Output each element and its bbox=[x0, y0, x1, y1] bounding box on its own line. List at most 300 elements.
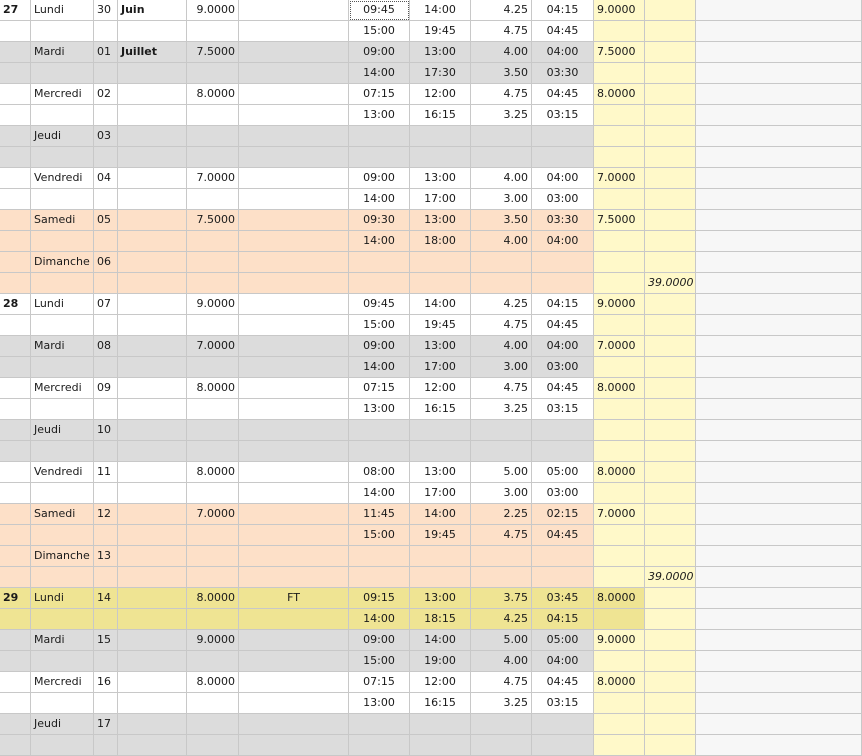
daily-total-cell[interactable]: 8.0000 bbox=[594, 84, 645, 105]
month-cell[interactable] bbox=[118, 735, 187, 756]
start-time-cell[interactable] bbox=[349, 546, 410, 567]
end-time-cell[interactable]: 14:00 bbox=[410, 630, 471, 651]
note-cell[interactable] bbox=[239, 315, 349, 336]
day-name-cell[interactable]: Samedi bbox=[31, 504, 94, 525]
duration-decimal-cell[interactable]: 4.25 bbox=[471, 609, 532, 630]
daily-total-cell[interactable] bbox=[594, 735, 645, 756]
empty-cell[interactable] bbox=[696, 168, 862, 189]
end-time-cell[interactable]: 14:00 bbox=[410, 504, 471, 525]
note-cell[interactable] bbox=[239, 63, 349, 84]
duration-hhmm-cell[interactable] bbox=[532, 126, 594, 147]
end-time-cell[interactable] bbox=[410, 567, 471, 588]
start-time-cell[interactable]: 09:15 bbox=[349, 588, 410, 609]
planned-hours-cell[interactable] bbox=[187, 609, 239, 630]
daily-total-cell[interactable]: 7.0000 bbox=[594, 504, 645, 525]
planned-hours-cell[interactable] bbox=[187, 126, 239, 147]
end-time-cell[interactable]: 13:00 bbox=[410, 462, 471, 483]
week-number-cell[interactable] bbox=[0, 357, 31, 378]
day-name-cell[interactable]: Mercredi bbox=[31, 378, 94, 399]
start-time-cell[interactable] bbox=[349, 441, 410, 462]
start-time-cell[interactable]: 13:00 bbox=[349, 105, 410, 126]
planned-hours-cell[interactable]: 9.0000 bbox=[187, 0, 239, 21]
end-time-cell[interactable]: 19:00 bbox=[410, 651, 471, 672]
day-name-cell[interactable]: Jeudi bbox=[31, 420, 94, 441]
daily-total-cell[interactable] bbox=[594, 252, 645, 273]
weekly-total-cell[interactable] bbox=[645, 63, 696, 84]
day-date-cell[interactable]: 30 bbox=[94, 0, 118, 21]
month-cell[interactable] bbox=[118, 630, 187, 651]
week-number-cell[interactable] bbox=[0, 630, 31, 651]
duration-hhmm-cell[interactable] bbox=[532, 546, 594, 567]
weekly-total-cell[interactable] bbox=[645, 21, 696, 42]
weekly-total-cell[interactable] bbox=[645, 483, 696, 504]
day-date-cell[interactable] bbox=[94, 525, 118, 546]
duration-hhmm-cell[interactable] bbox=[532, 714, 594, 735]
weekly-total-cell[interactable] bbox=[645, 126, 696, 147]
note-cell[interactable] bbox=[239, 504, 349, 525]
day-date-cell[interactable]: 05 bbox=[94, 210, 118, 231]
daily-total-cell[interactable]: 9.0000 bbox=[594, 630, 645, 651]
note-cell[interactable] bbox=[239, 189, 349, 210]
duration-decimal-cell[interactable]: 3.00 bbox=[471, 189, 532, 210]
start-time-cell[interactable]: 15:00 bbox=[349, 525, 410, 546]
empty-cell[interactable] bbox=[696, 609, 862, 630]
weekly-total-cell[interactable] bbox=[645, 294, 696, 315]
planned-hours-cell[interactable]: 8.0000 bbox=[187, 378, 239, 399]
day-name-cell[interactable]: Jeudi bbox=[31, 126, 94, 147]
duration-hhmm-cell[interactable]: 03:00 bbox=[532, 483, 594, 504]
end-time-cell[interactable]: 12:00 bbox=[410, 84, 471, 105]
end-time-cell[interactable]: 12:00 bbox=[410, 378, 471, 399]
end-time-cell[interactable] bbox=[410, 441, 471, 462]
duration-decimal-cell[interactable] bbox=[471, 546, 532, 567]
end-time-cell[interactable]: 16:15 bbox=[410, 399, 471, 420]
start-time-cell[interactable]: 14:00 bbox=[349, 609, 410, 630]
weekly-total-cell[interactable] bbox=[645, 714, 696, 735]
start-time-cell[interactable]: 09:00 bbox=[349, 168, 410, 189]
start-time-cell[interactable]: 14:00 bbox=[349, 63, 410, 84]
note-cell[interactable] bbox=[239, 210, 349, 231]
planned-hours-cell[interactable]: 8.0000 bbox=[187, 84, 239, 105]
month-cell[interactable] bbox=[118, 315, 187, 336]
note-cell[interactable] bbox=[239, 105, 349, 126]
day-name-cell[interactable] bbox=[31, 315, 94, 336]
day-name-cell[interactable]: Samedi bbox=[31, 210, 94, 231]
week-number-cell[interactable] bbox=[0, 735, 31, 756]
empty-cell[interactable] bbox=[696, 147, 862, 168]
end-time-cell[interactable]: 17:00 bbox=[410, 189, 471, 210]
note-cell[interactable] bbox=[239, 378, 349, 399]
day-date-cell[interactable]: 17 bbox=[94, 714, 118, 735]
note-cell[interactable] bbox=[239, 42, 349, 63]
end-time-cell[interactable]: 13:00 bbox=[410, 588, 471, 609]
daily-total-cell[interactable]: 7.5000 bbox=[594, 42, 645, 63]
planned-hours-cell[interactable] bbox=[187, 252, 239, 273]
planned-hours-cell[interactable] bbox=[187, 420, 239, 441]
empty-cell[interactable] bbox=[696, 441, 862, 462]
weekly-total-cell[interactable] bbox=[645, 42, 696, 63]
planned-hours-cell[interactable] bbox=[187, 525, 239, 546]
weekly-total-cell[interactable] bbox=[645, 525, 696, 546]
planned-hours-cell[interactable] bbox=[187, 567, 239, 588]
day-name-cell[interactable] bbox=[31, 609, 94, 630]
empty-cell[interactable] bbox=[696, 693, 862, 714]
start-time-cell[interactable]: 09:00 bbox=[349, 630, 410, 651]
daily-total-cell[interactable]: 7.0000 bbox=[594, 336, 645, 357]
planned-hours-cell[interactable]: 7.5000 bbox=[187, 210, 239, 231]
duration-hhmm-cell[interactable] bbox=[532, 735, 594, 756]
week-number-cell[interactable] bbox=[0, 105, 31, 126]
day-date-cell[interactable] bbox=[94, 63, 118, 84]
week-number-cell[interactable] bbox=[0, 168, 31, 189]
week-number-cell[interactable] bbox=[0, 693, 31, 714]
day-name-cell[interactable] bbox=[31, 105, 94, 126]
end-time-cell[interactable] bbox=[410, 252, 471, 273]
planned-hours-cell[interactable] bbox=[187, 357, 239, 378]
day-date-cell[interactable] bbox=[94, 735, 118, 756]
planned-hours-cell[interactable] bbox=[187, 273, 239, 294]
empty-cell[interactable] bbox=[696, 420, 862, 441]
end-time-cell[interactable]: 12:00 bbox=[410, 672, 471, 693]
daily-total-cell[interactable]: 9.0000 bbox=[594, 294, 645, 315]
end-time-cell[interactable]: 13:00 bbox=[410, 336, 471, 357]
day-name-cell[interactable] bbox=[31, 63, 94, 84]
week-number-cell[interactable] bbox=[0, 483, 31, 504]
end-time-cell[interactable]: 19:45 bbox=[410, 315, 471, 336]
month-cell[interactable] bbox=[118, 714, 187, 735]
week-number-cell[interactable] bbox=[0, 714, 31, 735]
week-number-cell[interactable] bbox=[0, 420, 31, 441]
month-cell[interactable]: Juillet bbox=[118, 42, 187, 63]
end-time-cell[interactable]: 18:15 bbox=[410, 609, 471, 630]
day-name-cell[interactable]: Mardi bbox=[31, 630, 94, 651]
week-number-cell[interactable] bbox=[0, 609, 31, 630]
empty-cell[interactable] bbox=[696, 546, 862, 567]
day-date-cell[interactable] bbox=[94, 609, 118, 630]
end-time-cell[interactable]: 14:00 bbox=[410, 0, 471, 21]
duration-decimal-cell[interactable] bbox=[471, 567, 532, 588]
weekly-total-cell[interactable] bbox=[645, 420, 696, 441]
end-time-cell[interactable] bbox=[410, 273, 471, 294]
empty-cell[interactable] bbox=[696, 504, 862, 525]
month-cell[interactable] bbox=[118, 105, 187, 126]
empty-cell[interactable] bbox=[696, 21, 862, 42]
start-time-cell[interactable]: 14:00 bbox=[349, 483, 410, 504]
empty-cell[interactable] bbox=[696, 336, 862, 357]
empty-cell[interactable] bbox=[696, 273, 862, 294]
planned-hours-cell[interactable]: 9.0000 bbox=[187, 630, 239, 651]
daily-total-cell[interactable] bbox=[594, 609, 645, 630]
empty-cell[interactable] bbox=[696, 714, 862, 735]
daily-total-cell[interactable] bbox=[594, 399, 645, 420]
daily-total-cell[interactable] bbox=[594, 651, 645, 672]
end-time-cell[interactable]: 13:00 bbox=[410, 168, 471, 189]
month-cell[interactable] bbox=[118, 294, 187, 315]
day-name-cell[interactable]: Dimanche bbox=[31, 252, 94, 273]
note-cell[interactable] bbox=[239, 21, 349, 42]
day-date-cell[interactable] bbox=[94, 105, 118, 126]
daily-total-cell[interactable] bbox=[594, 546, 645, 567]
month-cell[interactable] bbox=[118, 483, 187, 504]
duration-decimal-cell[interactable]: 5.00 bbox=[471, 630, 532, 651]
duration-decimal-cell[interactable]: 3.25 bbox=[471, 399, 532, 420]
planned-hours-cell[interactable] bbox=[187, 21, 239, 42]
duration-decimal-cell[interactable]: 4.75 bbox=[471, 315, 532, 336]
start-time-cell[interactable] bbox=[349, 252, 410, 273]
weekly-total-cell[interactable] bbox=[645, 441, 696, 462]
empty-cell[interactable] bbox=[696, 735, 862, 756]
daily-total-cell[interactable] bbox=[594, 714, 645, 735]
month-cell[interactable] bbox=[118, 693, 187, 714]
month-cell[interactable] bbox=[118, 168, 187, 189]
daily-total-cell[interactable] bbox=[594, 126, 645, 147]
duration-hhmm-cell[interactable]: 03:00 bbox=[532, 357, 594, 378]
duration-hhmm-cell[interactable]: 04:15 bbox=[532, 0, 594, 21]
week-number-cell[interactable] bbox=[0, 546, 31, 567]
weekly-total-cell[interactable] bbox=[645, 588, 696, 609]
day-date-cell[interactable] bbox=[94, 399, 118, 420]
start-time-cell[interactable]: 15:00 bbox=[349, 21, 410, 42]
duration-decimal-cell[interactable] bbox=[471, 714, 532, 735]
month-cell[interactable] bbox=[118, 126, 187, 147]
daily-total-cell[interactable]: 8.0000 bbox=[594, 462, 645, 483]
day-date-cell[interactable] bbox=[94, 651, 118, 672]
duration-decimal-cell[interactable]: 4.25 bbox=[471, 0, 532, 21]
duration-decimal-cell[interactable] bbox=[471, 273, 532, 294]
month-cell[interactable] bbox=[118, 441, 187, 462]
day-name-cell[interactable] bbox=[31, 525, 94, 546]
note-cell[interactable] bbox=[239, 0, 349, 21]
week-number-cell[interactable]: 28 bbox=[0, 294, 31, 315]
planned-hours-cell[interactable] bbox=[187, 546, 239, 567]
daily-total-cell[interactable] bbox=[594, 231, 645, 252]
start-time-cell[interactable]: 14:00 bbox=[349, 357, 410, 378]
day-date-cell[interactable] bbox=[94, 567, 118, 588]
duration-hhmm-cell[interactable]: 04:45 bbox=[532, 378, 594, 399]
note-cell[interactable] bbox=[239, 357, 349, 378]
week-number-cell[interactable] bbox=[0, 672, 31, 693]
end-time-cell[interactable]: 16:15 bbox=[410, 105, 471, 126]
weekly-total-cell[interactable]: 39.0000 bbox=[645, 567, 696, 588]
daily-total-cell[interactable]: 8.0000 bbox=[594, 588, 645, 609]
day-date-cell[interactable]: 15 bbox=[94, 630, 118, 651]
duration-decimal-cell[interactable] bbox=[471, 441, 532, 462]
empty-cell[interactable] bbox=[696, 252, 862, 273]
month-cell[interactable] bbox=[118, 462, 187, 483]
start-time-cell[interactable] bbox=[349, 714, 410, 735]
planned-hours-cell[interactable] bbox=[187, 399, 239, 420]
note-cell[interactable] bbox=[239, 252, 349, 273]
daily-total-cell[interactable] bbox=[594, 483, 645, 504]
duration-decimal-cell[interactable]: 3.00 bbox=[471, 483, 532, 504]
month-cell[interactable] bbox=[118, 84, 187, 105]
start-time-cell[interactable] bbox=[349, 126, 410, 147]
duration-hhmm-cell[interactable]: 03:15 bbox=[532, 105, 594, 126]
duration-hhmm-cell[interactable]: 04:00 bbox=[532, 42, 594, 63]
empty-cell[interactable] bbox=[696, 378, 862, 399]
note-cell[interactable] bbox=[239, 273, 349, 294]
start-time-cell[interactable]: 07:15 bbox=[349, 672, 410, 693]
note-cell[interactable] bbox=[239, 546, 349, 567]
end-time-cell[interactable] bbox=[410, 735, 471, 756]
duration-hhmm-cell[interactable]: 04:00 bbox=[532, 168, 594, 189]
day-name-cell[interactable]: Vendredi bbox=[31, 168, 94, 189]
planned-hours-cell[interactable]: 8.0000 bbox=[187, 462, 239, 483]
weekly-total-cell[interactable] bbox=[645, 105, 696, 126]
daily-total-cell[interactable] bbox=[594, 357, 645, 378]
note-cell[interactable] bbox=[239, 231, 349, 252]
note-cell[interactable] bbox=[239, 420, 349, 441]
empty-cell[interactable] bbox=[696, 0, 862, 21]
week-number-cell[interactable] bbox=[0, 126, 31, 147]
week-number-cell[interactable] bbox=[0, 189, 31, 210]
weekly-total-cell[interactable] bbox=[645, 84, 696, 105]
empty-cell[interactable] bbox=[696, 63, 862, 84]
weekly-total-cell[interactable] bbox=[645, 168, 696, 189]
duration-hhmm-cell[interactable] bbox=[532, 567, 594, 588]
day-date-cell[interactable]: 16 bbox=[94, 672, 118, 693]
day-date-cell[interactable] bbox=[94, 441, 118, 462]
note-cell[interactable] bbox=[239, 567, 349, 588]
month-cell[interactable] bbox=[118, 525, 187, 546]
day-name-cell[interactable] bbox=[31, 483, 94, 504]
daily-total-cell[interactable]: 9.0000 bbox=[594, 0, 645, 21]
weekly-total-cell[interactable] bbox=[645, 609, 696, 630]
duration-decimal-cell[interactable] bbox=[471, 147, 532, 168]
day-date-cell[interactable] bbox=[94, 21, 118, 42]
empty-cell[interactable] bbox=[696, 126, 862, 147]
daily-total-cell[interactable] bbox=[594, 189, 645, 210]
week-number-cell[interactable] bbox=[0, 315, 31, 336]
duration-decimal-cell[interactable]: 3.50 bbox=[471, 210, 532, 231]
month-cell[interactable]: Juin bbox=[118, 0, 187, 21]
start-time-cell[interactable]: 09:00 bbox=[349, 42, 410, 63]
empty-cell[interactable] bbox=[696, 588, 862, 609]
duration-decimal-cell[interactable]: 5.00 bbox=[471, 462, 532, 483]
weekly-total-cell[interactable] bbox=[645, 357, 696, 378]
day-date-cell[interactable] bbox=[94, 231, 118, 252]
weekly-total-cell[interactable] bbox=[645, 504, 696, 525]
note-cell[interactable] bbox=[239, 399, 349, 420]
empty-cell[interactable] bbox=[696, 672, 862, 693]
day-date-cell[interactable]: 13 bbox=[94, 546, 118, 567]
day-name-cell[interactable] bbox=[31, 273, 94, 294]
daily-total-cell[interactable] bbox=[594, 273, 645, 294]
weekly-total-cell[interactable]: 39.0000 bbox=[645, 273, 696, 294]
planned-hours-cell[interactable] bbox=[187, 483, 239, 504]
duration-decimal-cell[interactable]: 4.75 bbox=[471, 378, 532, 399]
month-cell[interactable] bbox=[118, 210, 187, 231]
week-number-cell[interactable] bbox=[0, 84, 31, 105]
day-date-cell[interactable] bbox=[94, 189, 118, 210]
end-time-cell[interactable]: 14:00 bbox=[410, 294, 471, 315]
planned-hours-cell[interactable] bbox=[187, 441, 239, 462]
day-date-cell[interactable]: 07 bbox=[94, 294, 118, 315]
empty-cell[interactable] bbox=[696, 231, 862, 252]
start-time-cell[interactable]: 15:00 bbox=[349, 315, 410, 336]
duration-decimal-cell[interactable]: 3.75 bbox=[471, 588, 532, 609]
start-time-cell[interactable]: 09:45 bbox=[349, 0, 410, 21]
end-time-cell[interactable]: 17:30 bbox=[410, 63, 471, 84]
day-date-cell[interactable]: 10 bbox=[94, 420, 118, 441]
end-time-cell[interactable]: 16:15 bbox=[410, 693, 471, 714]
duration-hhmm-cell[interactable]: 04:45 bbox=[532, 84, 594, 105]
start-time-cell[interactable] bbox=[349, 147, 410, 168]
note-cell[interactable] bbox=[239, 651, 349, 672]
start-time-cell[interactable]: 09:00 bbox=[349, 336, 410, 357]
duration-hhmm-cell[interactable]: 03:00 bbox=[532, 189, 594, 210]
month-cell[interactable] bbox=[118, 609, 187, 630]
weekly-total-cell[interactable] bbox=[645, 252, 696, 273]
planned-hours-cell[interactable] bbox=[187, 693, 239, 714]
week-number-cell[interactable]: 29 bbox=[0, 588, 31, 609]
duration-hhmm-cell[interactable]: 03:15 bbox=[532, 399, 594, 420]
planned-hours-cell[interactable] bbox=[187, 651, 239, 672]
day-name-cell[interactable] bbox=[31, 651, 94, 672]
day-name-cell[interactable]: Lundi bbox=[31, 0, 94, 21]
start-time-cell[interactable]: 14:00 bbox=[349, 231, 410, 252]
planned-hours-cell[interactable]: 7.0000 bbox=[187, 336, 239, 357]
duration-decimal-cell[interactable]: 4.00 bbox=[471, 231, 532, 252]
duration-hhmm-cell[interactable]: 04:15 bbox=[532, 609, 594, 630]
day-name-cell[interactable]: Mercredi bbox=[31, 84, 94, 105]
end-time-cell[interactable]: 13:00 bbox=[410, 210, 471, 231]
end-time-cell[interactable] bbox=[410, 546, 471, 567]
note-cell[interactable] bbox=[239, 630, 349, 651]
week-number-cell[interactable] bbox=[0, 63, 31, 84]
duration-decimal-cell[interactable]: 4.00 bbox=[471, 336, 532, 357]
day-name-cell[interactable]: Lundi bbox=[31, 294, 94, 315]
duration-decimal-cell[interactable]: 4.00 bbox=[471, 42, 532, 63]
week-number-cell[interactable] bbox=[0, 399, 31, 420]
planned-hours-cell[interactable] bbox=[187, 147, 239, 168]
planned-hours-cell[interactable] bbox=[187, 714, 239, 735]
duration-hhmm-cell[interactable]: 05:00 bbox=[532, 630, 594, 651]
duration-decimal-cell[interactable] bbox=[471, 735, 532, 756]
planned-hours-cell[interactable] bbox=[187, 735, 239, 756]
end-time-cell[interactable] bbox=[410, 147, 471, 168]
week-number-cell[interactable] bbox=[0, 525, 31, 546]
weekly-total-cell[interactable] bbox=[645, 546, 696, 567]
start-time-cell[interactable]: 11:45 bbox=[349, 504, 410, 525]
day-name-cell[interactable]: Lundi bbox=[31, 588, 94, 609]
weekly-total-cell[interactable] bbox=[645, 735, 696, 756]
note-cell[interactable] bbox=[239, 336, 349, 357]
daily-total-cell[interactable]: 7.0000 bbox=[594, 168, 645, 189]
weekly-total-cell[interactable] bbox=[645, 315, 696, 336]
day-name-cell[interactable] bbox=[31, 399, 94, 420]
day-name-cell[interactable] bbox=[31, 189, 94, 210]
start-time-cell[interactable]: 15:00 bbox=[349, 651, 410, 672]
duration-hhmm-cell[interactable]: 02:15 bbox=[532, 504, 594, 525]
duration-hhmm-cell[interactable]: 04:00 bbox=[532, 336, 594, 357]
note-cell[interactable] bbox=[239, 483, 349, 504]
duration-hhmm-cell[interactable]: 04:00 bbox=[532, 651, 594, 672]
day-name-cell[interactable] bbox=[31, 147, 94, 168]
day-name-cell[interactable]: Vendredi bbox=[31, 462, 94, 483]
daily-total-cell[interactable] bbox=[594, 21, 645, 42]
duration-hhmm-cell[interactable]: 05:00 bbox=[532, 462, 594, 483]
weekly-total-cell[interactable] bbox=[645, 462, 696, 483]
day-date-cell[interactable]: 14 bbox=[94, 588, 118, 609]
month-cell[interactable] bbox=[118, 273, 187, 294]
weekly-total-cell[interactable] bbox=[645, 210, 696, 231]
day-date-cell[interactable]: 01 bbox=[94, 42, 118, 63]
start-time-cell[interactable]: 09:30 bbox=[349, 210, 410, 231]
duration-decimal-cell[interactable]: 4.75 bbox=[471, 525, 532, 546]
duration-decimal-cell[interactable]: 4.00 bbox=[471, 168, 532, 189]
empty-cell[interactable] bbox=[696, 105, 862, 126]
